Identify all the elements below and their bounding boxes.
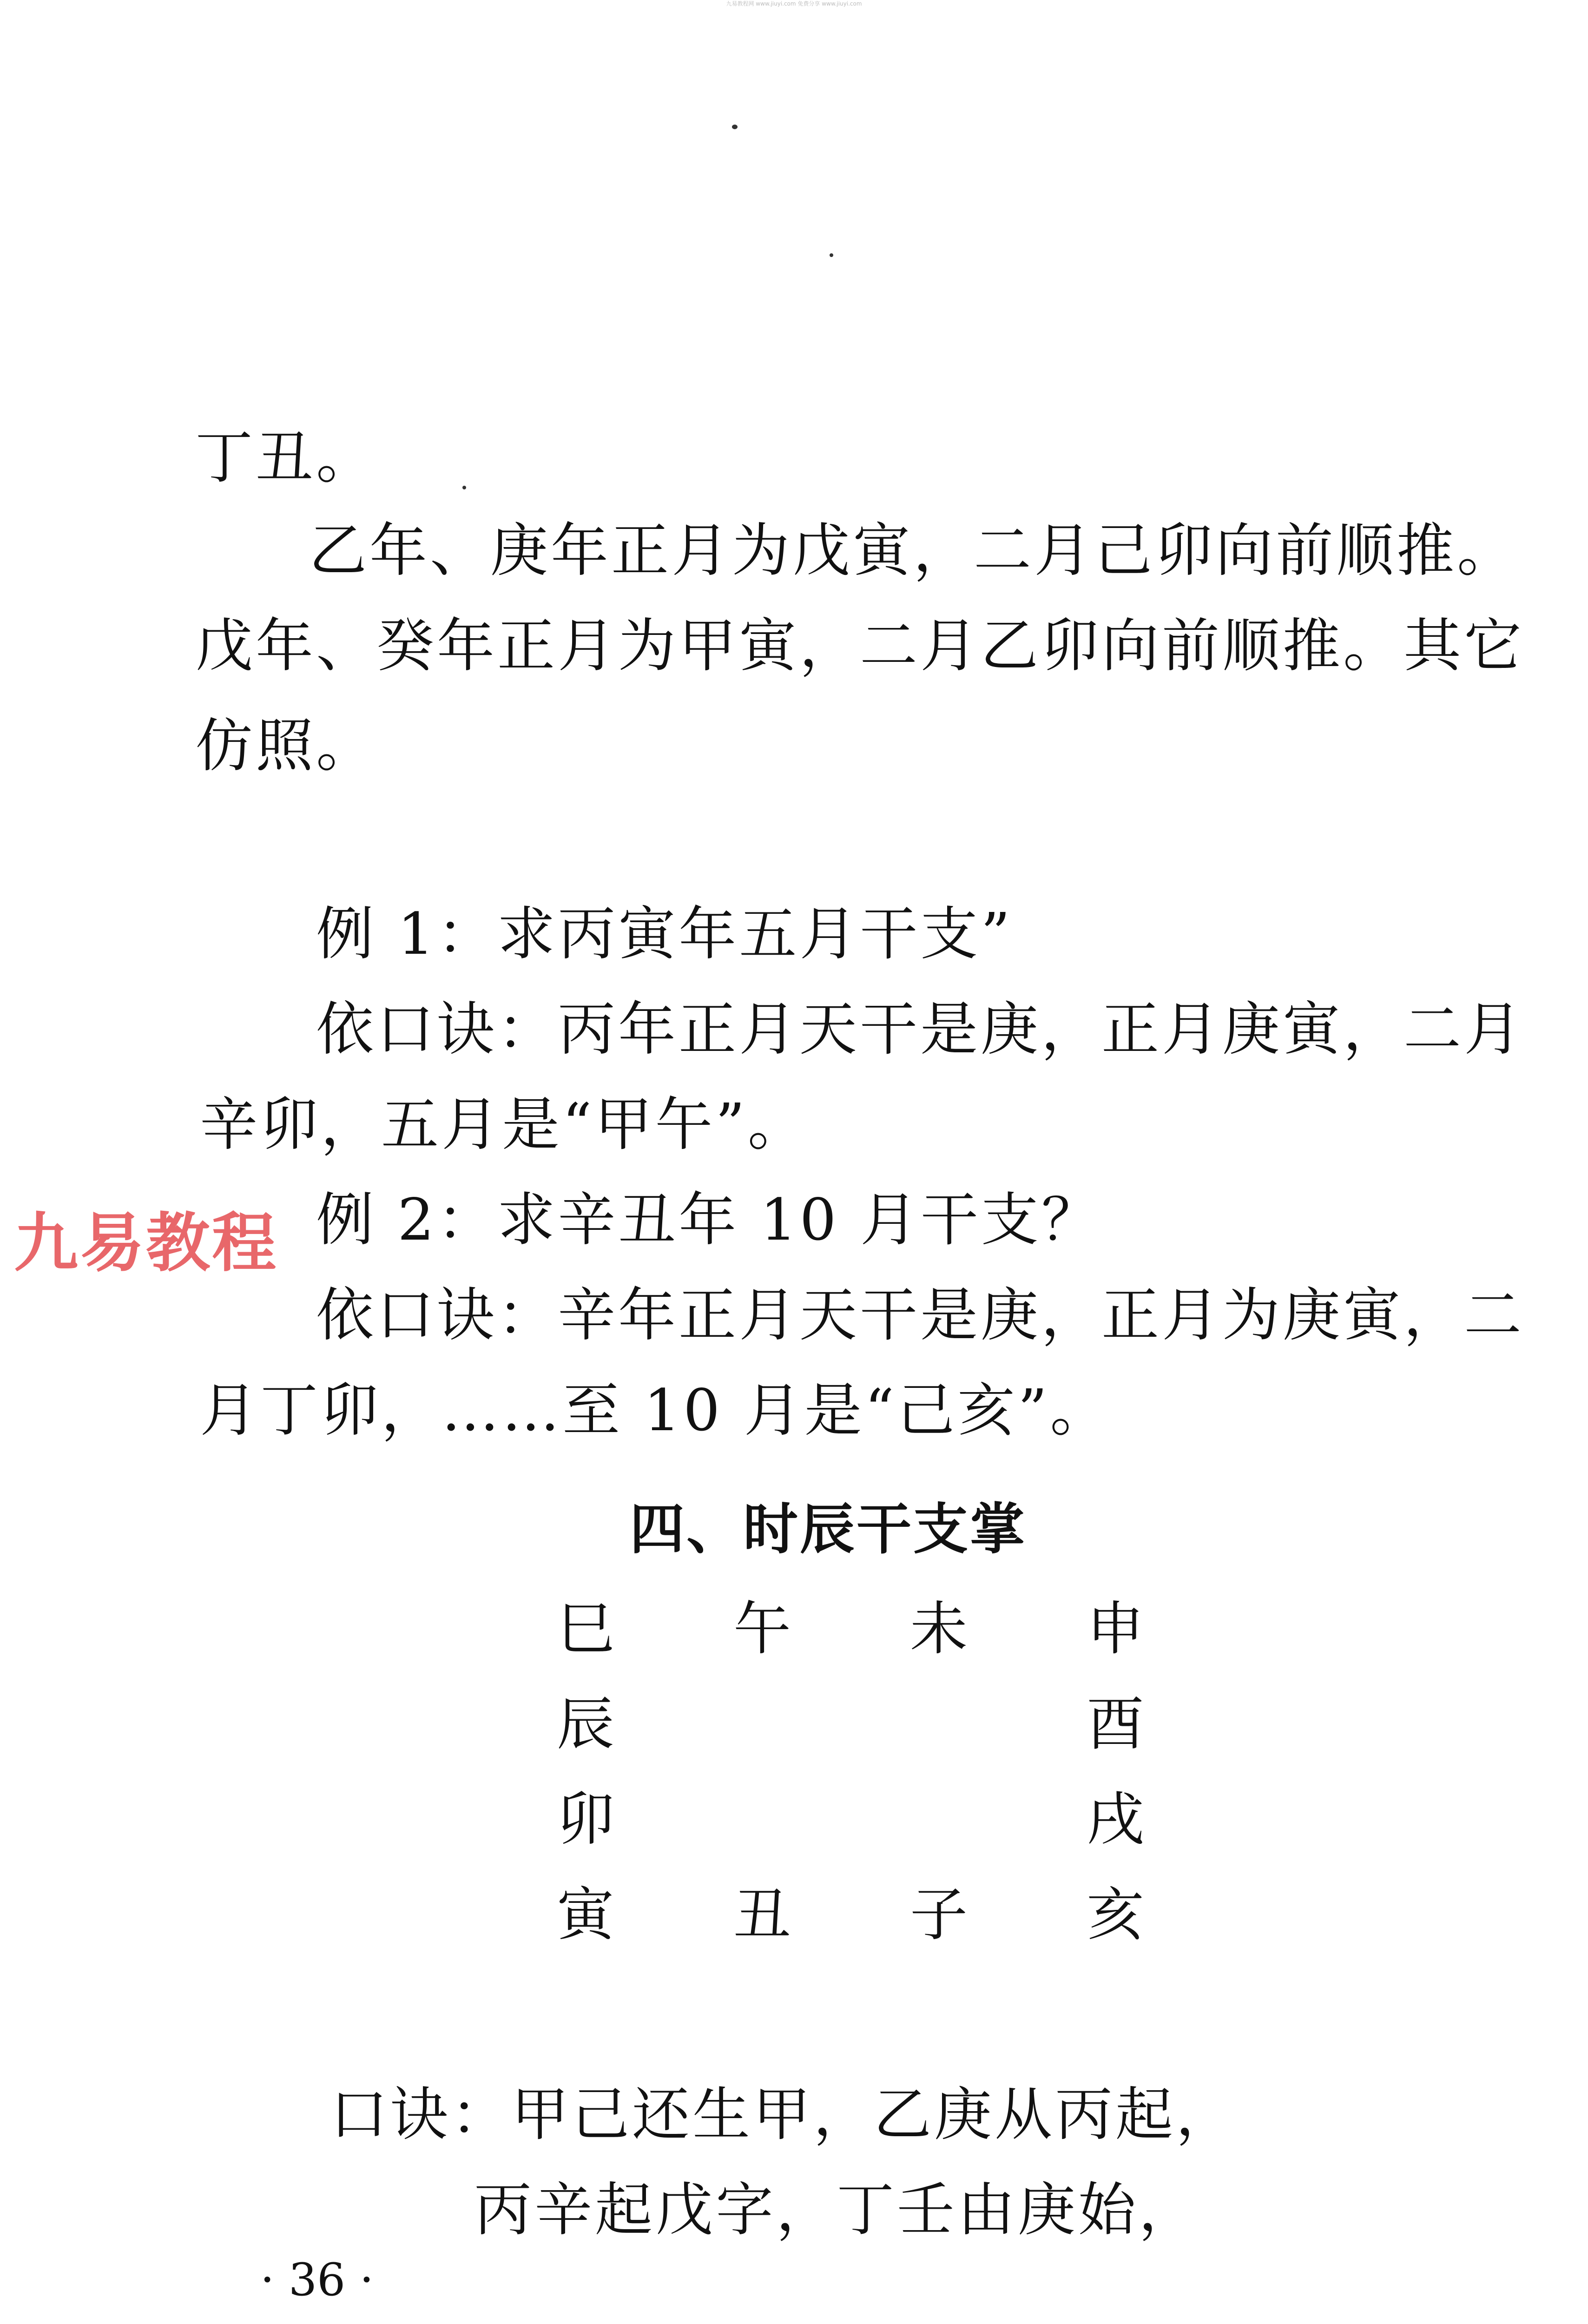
example-2-title: 例 2：求辛丑年 10 月干支？	[316, 1187, 1102, 1254]
palm-cell: 巳	[556, 1596, 614, 1663]
verse-line: 口诀：甲己还生甲，乙庚从丙起，	[330, 2081, 1237, 2148]
palm-cell: 酉	[1086, 1691, 1144, 1758]
paragraph-line: 仿照。	[195, 713, 377, 779]
example-1-title: 例 1：求丙寅年五月干支”	[316, 901, 1013, 968]
scan-speck	[462, 486, 466, 489]
paragraph-line: 丁丑。	[195, 424, 377, 491]
palm-cell: 亥	[1086, 1882, 1144, 1948]
paragraph-line: 依口诀：丙年正月天干是庚，正月庚寅，二月	[316, 996, 1525, 1063]
paragraph-line: 月丁卯，……至 10 月是“己亥”。	[200, 1377, 1111, 1444]
scan-speck	[732, 125, 738, 129]
palm-cell: 午	[733, 1596, 791, 1663]
paragraph-line: 辛卯，五月是“甲午”。	[200, 1091, 808, 1158]
page-number: · 36 ·	[260, 2254, 374, 2306]
header-note: 九易教程网 www.jiuyi.com 免费分享 www.jiuyi.com	[726, 0, 862, 7]
scan-speck	[830, 253, 833, 257]
palm-cell: 戌	[1086, 1786, 1144, 1853]
section-title: 四、时辰干支掌	[630, 1497, 1027, 1561]
verse-line: 丙辛起戊字，丁壬由庚始，	[474, 2177, 1199, 2244]
palm-cell: 申	[1086, 1596, 1144, 1663]
palm-cell: 辰	[556, 1691, 614, 1758]
watermark-logo: 九易教程	[14, 1206, 278, 1281]
palm-cell: 子	[909, 1882, 968, 1948]
paragraph-line: 戊年、癸年正月为甲寅，二月乙卯向前顺推。其它	[195, 613, 1525, 680]
palm-cell: 卯	[556, 1786, 614, 1853]
paragraph-line: 依口诀：辛年正月天干是庚，正月为庚寅，二	[316, 1282, 1525, 1349]
palm-cell: 丑	[733, 1882, 791, 1948]
palm-cell: 寅	[556, 1882, 614, 1948]
paragraph-line: 乙年、庚年正月为戊寅，二月己卯向前顺推。	[309, 517, 1518, 584]
palm-cell: 未	[909, 1596, 968, 1663]
